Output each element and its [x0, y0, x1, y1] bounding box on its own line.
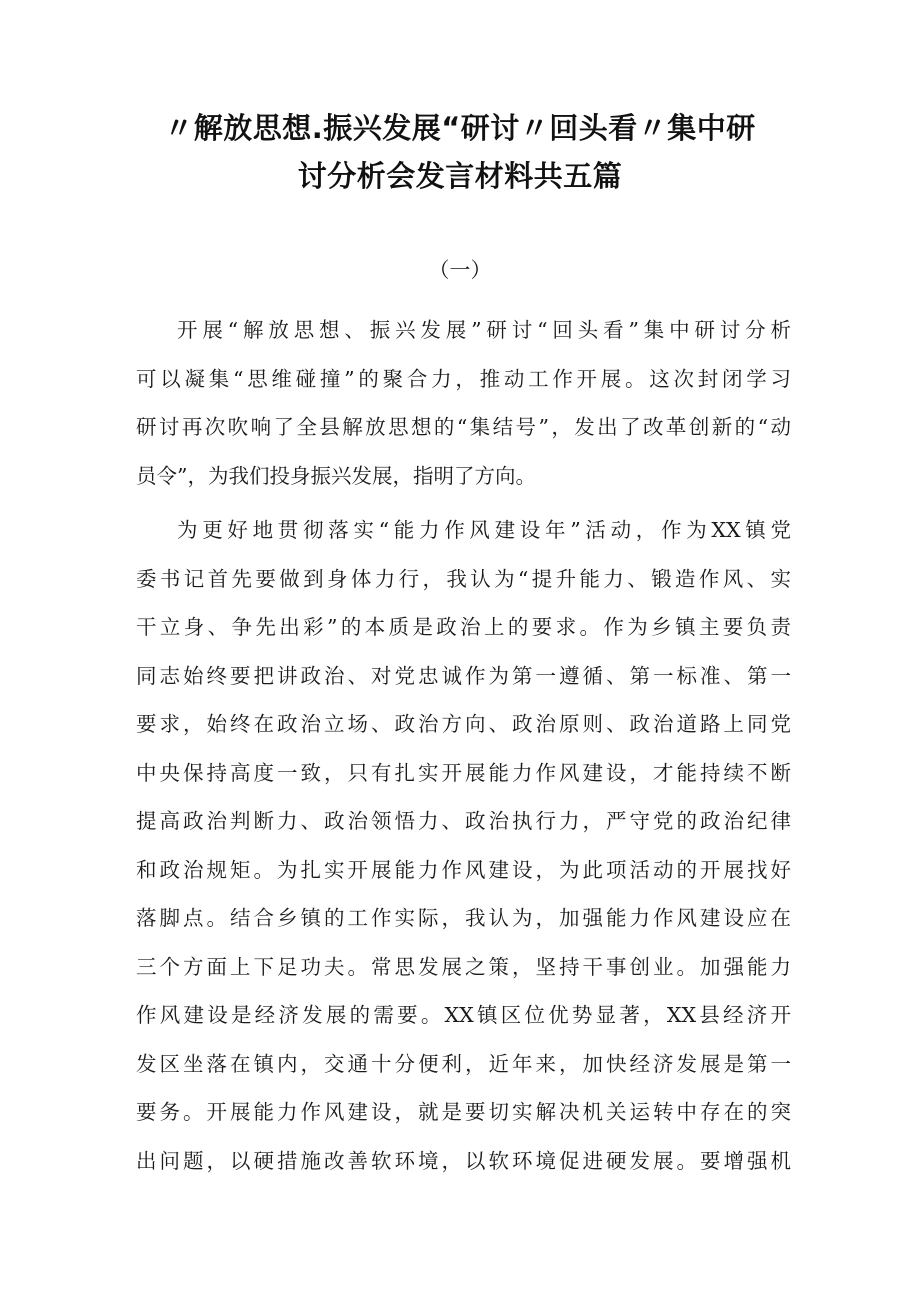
paragraph-line: 委书记首先要做到身体力行，我认为“提升能力、锻造作风、实: [136, 566, 791, 591]
paragraph-line: 中央保持高度一致，只有扎实开展能力作风建设，才能持续不断: [136, 760, 791, 785]
paragraph-line: 作风建设是经济发展的需要。XX镇区位优势显著，XX县经济开: [136, 1003, 791, 1027]
paragraph-line: 开展“解放思想、振兴发展”研讨“回头看”集中研讨分析: [177, 318, 791, 342]
paragraph-1: [136, 306, 791, 500]
paragraph-2: [136, 506, 791, 1185]
paragraph-line: 可以凝集“思维碰撞”的聚合力，推动工作开展。这次封闭学习: [136, 366, 791, 391]
paragraph-line: 研讨再次吹响了全县解放思想的“集结号”，发出了改革创新的“动: [136, 415, 791, 439]
title-line-2: 讨分析会发言材料共五篇: [297, 159, 623, 193]
title-line-1: 〃解放思想.振兴发展“研讨〃回头看〃集中研: [164, 111, 756, 145]
paragraph-line: 和政治规矩。为扎实开展能力作风建设，为此项活动的开展找好: [136, 857, 791, 882]
paragraph-line: 要务。开展能力作风建设，就是要切实解决机关运转中存在的突: [136, 1100, 791, 1124]
paragraph-line: 落脚点。结合乡镇的工作实际，我认为，加强能力作风建设应在: [136, 906, 791, 930]
paragraph-line: 为更好地贯彻落实“能力作风建设年”活动，作为XX镇党: [177, 518, 791, 542]
paragraph-line: 发区坐落在镇内，交通十分便利，近年来，加快经济发展是第一: [136, 1051, 791, 1076]
paragraph-line: 三个方面上下足功夫。常思发展之策，坚持干事创业。加强能力: [136, 954, 791, 979]
paragraph-line: 提高政治判断力、政治领悟力、政治执行力，严守党的政治纪律: [136, 809, 791, 833]
document-title: [110, 104, 810, 200]
paragraph-line: 要求，始终在政治立场、政治方向、政治原则、政治道路上同党: [136, 712, 791, 736]
paragraph-line: 同志始终要把讲政治、对党忠诚作为第一遵循、第一标准、第一: [136, 663, 791, 688]
paragraph-line: 干立身、争先出彩”的本质是政治上的要求。作为乡镇主要负责: [136, 615, 791, 639]
paragraph-line: 员令”，为我们投身振兴发展，指明了方向。: [136, 463, 536, 488]
section-marker: （一）: [428, 258, 492, 282]
paragraph-line: 出问题，以硬措施改善软环境，以软环境促进硬发展。要增强机: [136, 1148, 791, 1173]
